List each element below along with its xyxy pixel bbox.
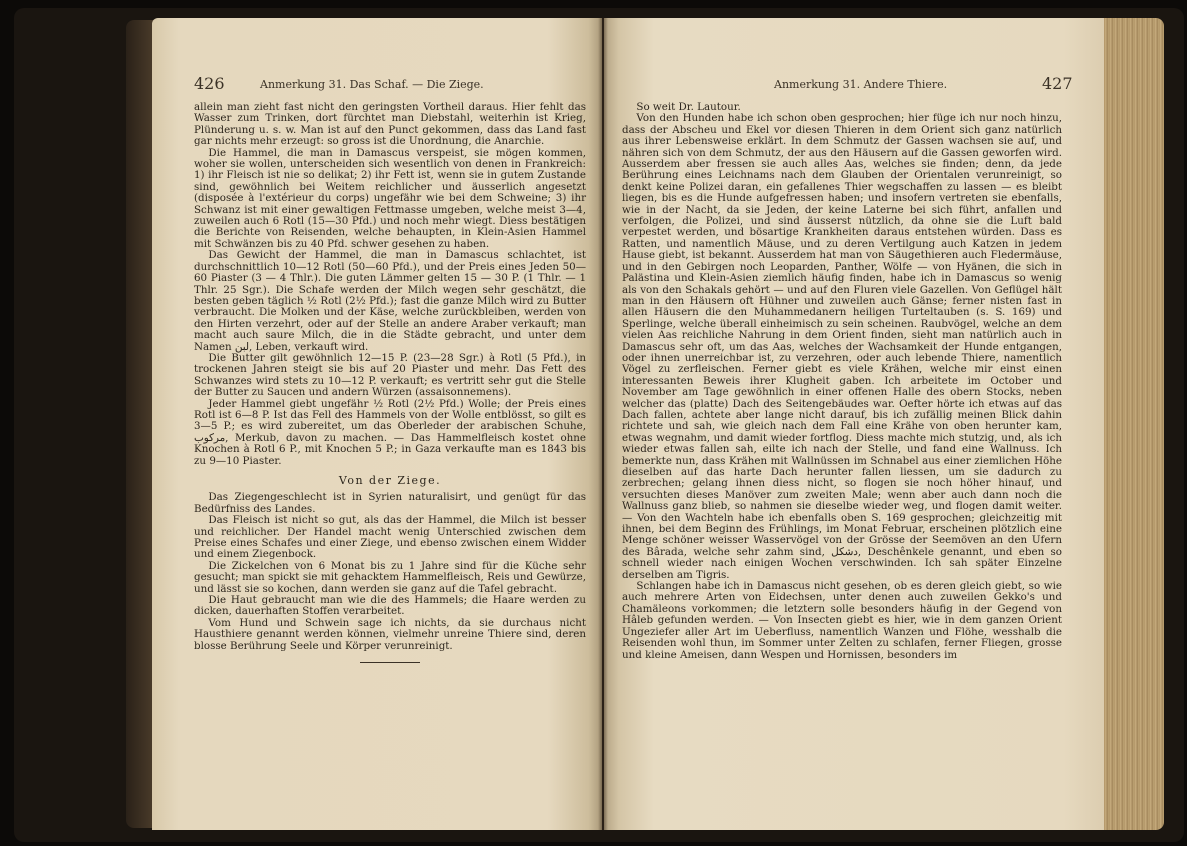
paragraph: Von den Hunden habe ich schon oben gesprochen; hier füge ich nur noch hinzu, dass der Abscheu und Ekel vor diesen Thieren in dem Orient sich ganz natürlich aus ihrer Lebensweise erklärt. In dem Schmutz der Gassen wachsen sie auf, und nähren sich von dem Schmutz, der aus den Häusern auf die Gassen geworfen wird. Ausserdem aber fressen sie auch alles Aas, welches sie finden; denn, da jede Berührung eines Leichnams nach dem Glauben der Orientalen verunreinigt, so denkt keine Polizei daran, ein gefallenes Thier wegschaffen zu lassen — es bleibt liegen, bis es die Hunde aufgefressen haben; und insofern vertreten sie ebenfalls, wie in der Nacht, da sie Jeden, der keine Laterne bei sich führt, anfallen und verfolgen, die Polizei, und sind äusserst nützlich, da ohne sie die Luft bald verpestet werden, und bösartige Krankheiten daraus entstehen würden. Dass es Ratten, und namentlich Mäuse, und zu deren Vertilgung auch Katzen in jedem Hause giebt, ist bekannt. Ausserdem hat man von Säugethieren auch Fledermäuse, und in den Gebirgen noch Leoparden, Panther, Wölfe — von Hyänen, die sich in Palästina und Klein-Asien ziemlich häufig finden, habe ich in Damascus so wenig als von den Schakals gehört — und auf den Fluren viele Gazellen. Von Geflügel hält man in den Häusern oft Hühner und zuweilen auch Gänse; ferner nisten fast in allen Häusern die den Muhammedanern heiligen Turteltauben (s. S. 169) und Sperlinge, welche überall einheimisch zu sein scheinen. Raubvögel, welche an dem vielen Aas reichliche Nahrung in dem Orient finden, sieht man natürlich auch in Damascus sehr oft, um das Aas, welches der Wachsamkeit der Hunde entgangen, oder ihnen unerreichbar ist, zu verzehren, oder auch lebende Thiere, namentlich Vögel zu zerfleischen. Ferner giebt es viele Krähen, welche mir einst einen interessanten Beweis ihrer Klugheit gaben. Ich arbeitete im October und November am Tage gewöhnlich in einer offenen Halle des obern Stocks, neben welcher das (platte) Dach des Seitengebäudes war. Oefter hörte ich etwas auf das Dach fallen, achtete aber lange nicht darauf, bis ich zufällig meinen Blick dahin richtete und sah, wie gleich nach dem Fall eine Krähe von oben herunter kam, etwas wegnahm, und damit wieder fortflog. Diess machte mich stutzig, und, als ich wieder etwas fallen sah, eilte ich nach der Stelle, und fand eine Wallnuss. Ich bemerkte nun, dass Krähen mit Wallnüssen im Schnabel aus einer ziemlichen Höhe dieselben auf das harte Dach herunter fallen liessen, um sie dadurch zu zerbrechen; gelang ihnen diess nicht, so flogen sie noch höher hinauf, und versuchten dieses Manöver zum zweiten Male; wenn aber auch dann noch die Wallnuss ganz blieb, so nahmen sie dieselbe wieder weg, und flogen damit weiter. — Von den Wachteln habe ich ebenfalls oben S. 169 gesprochen; gleichzeitig mit ihnen, bei dem Beginn des Frühlings, im Monat Februar, erscheinen plötzlich eine Menge schöner weisser Wasservögel von der Grösse der Seemöven an den Ufern des Bârada, welche sehr zahm sind, دشكل, Deschênkele genannt, und eben so schnell wieder nach einigen Wochen verschwinden. Ich sah später Einzelne derselben am Tigris. [622,112,1062,581]
right-running-head: Anmerkung 31. Andere Thiere. [774,78,948,91]
left-running-head: Anmerkung 31. Das Schaf. — Die Ziege. [260,78,484,91]
paragraph: Das Fleisch ist nicht so gut, als das der Hammel, die Milch ist besser und reichlicher. Der Handel macht wenig Unterschied zwischen dem Preise eines Schafes und einer Ziege, und ebenso zwischen einem Widder und einem Ziegenbock. [194,514,586,561]
paragraph: Die Haut gebraucht man wie die des Hammels; die Haare werden zu dicken, dauerhaften Stoffen verarbeitet. [194,594,586,618]
left-page [152,18,602,830]
right-page-number: 427 [1042,74,1073,93]
paragraph: allein man zieht fast nicht den geringsten Vortheil daraus. Hier fehlt das Wasser zum Trinken, dort fürchtet man Diebstahl, weiterhin ist Krieg, Plünderung u. s. w. Man ist auf den Punct gekommen, dass das Land fast gar nichts mehr erzeugt: so gross ist die Unordnung, die Anarchie. [194,101,586,148]
section-title: Von der Ziege. [338,474,442,487]
paragraph: Die Hammel, die man in Damascus verspeist, sie mögen kommen, woher sie wollen, unterscheiden sich wesentlich von denen in Frankreich: 1) ihr Fleisch ist nie so delikat; 2) ihr Fett ist, wenn sie in gutem Zustande sind, gewöhnlich bei Weitem reichlicher und äusserlich angesetzt (disposée à l'extérieur du corps) ungefähr wie bei dem Schweine; 3) ihr Schwanz ist mit einer gewaltigen Fettmasse umgeben, welche meist 3—4, zuweilen auch 6 Rotl (15—30 Pfd.) und noch mehr wiegt. Diess bestätigen die Berichte von Reisenden, welche behaupten, in Klein-Asien Hammel mit Schwänzen bis zu 40 Pfd. schwer gesehen zu haben. [194,146,586,250]
paragraph: Jeder Hammel giebt ungefähr ½ Rotl (2½ Pfd.) Wolle; der Preis eines Rotl ist 6—8 P. Ist das Fell des Hammels von der Wolle entblösst, so gilt es 3—5 P.; es wird zubereitet, um das Oberleder der arabischen Schuhe, مركوب, Merkub, davon zu machen. — Das Hammelfleisch kostet ohne Knochen à Rotl 6 P., mit Knochen 5 P.; in Gaza verkaufte man es 1843 bis zu 9—10 Piaster. [194,397,586,467]
paragraph: Das Gewicht der Hammel, die man in Damascus schlachtet, ist durchschnittlich 10—12 Rotl (50—60 Pfd.), und der Preis eines Jeden 50—60 Piaster (3 — 4 Thlr.). Die guten Lämmer gelten 15 — 30 P. (1 Thlr. — 1 Thlr. 25 Sgr.). Die Schafe werden der Milch wegen sehr geschätzt, die besten geben täglich ½ Rotl (2½ Pfd.); fast die ganze Milch wird zu Butter verbraucht. Die Molken und der Käse, welche zurückbleiben, werden von den Hirten verzehrt, oder auf der Stelle an andere Araber verkauft; man macht auch saure Milch, die in die Städte gebracht, und unter dem Namen لبن, Leben, verkauft wird. [194,249,586,353]
paragraph: Die Butter gilt gewöhnlich 12—15 P. (23—28 Sgr.) à Rotl (5 Pfd.), in trockenen Jahren steigt sie bis auf 20 Piaster und mehr. Das Fett des Schwanzes wird stets zu 10—12 P. verkauft; es vertritt sehr gut die Stelle der Butter zu Saucen und andern Würzen (assaisonnemens). [194,351,586,399]
paragraph: Vom Hund und Schwein sage ich nichts, da sie durchaus nicht Hausthiere genannt werden können, vielmehr unreine Thiere sind, deren blosse Berührung Seele und Körper verunreinigt. [194,616,586,652]
end-rule [360,662,420,663]
page-stack-edge [1104,18,1164,830]
left-body-text [194,102,586,663]
right-page [604,18,1104,830]
paragraph: Das Ziegengeschlecht ist in Syrien naturalisirt, und genügt für das Bedürfniss des Landes. [194,491,586,515]
paragraph: Schlangen habe ich in Damascus nicht gesehen, ob es deren gleich giebt, so wie auch mehrere Arten von Eidechsen, unter denen auch zuweilen Gekko's und Chamäleons vorkommen; die letztern solle besonders häufig in der Gegend von Hâleb gefunden werden. — Von Insecten giebt es hier, wie in dem ganzen Orient Ungeziefer aller Art im Ueberfluss, namentlich Wanzen und Flöhe, wesshalb die Reisenden wohl thun, im Sommer unter Zelten zu schlafen, ferner Fliegen, grosse und kleine Ameisen, dann Wespen und Hornissen, besonders im [622,580,1062,661]
right-body-text [622,102,1062,661]
left-cover-edge [126,20,154,828]
paragraph: So weit Dr. Lautour. [636,101,741,113]
left-page-number: 426 [194,74,225,93]
paragraph: Die Zickelchen von 6 Monat bis zu 1 Jahre sind für die Küche sehr gesucht; man spickt sie mit gehacktem Hammelfleisch, Reis und Gewürze, und lässt sie so kochen, dann werden sie ganz auf die Tafel gebracht. [194,559,586,595]
book-gutter [598,18,608,830]
